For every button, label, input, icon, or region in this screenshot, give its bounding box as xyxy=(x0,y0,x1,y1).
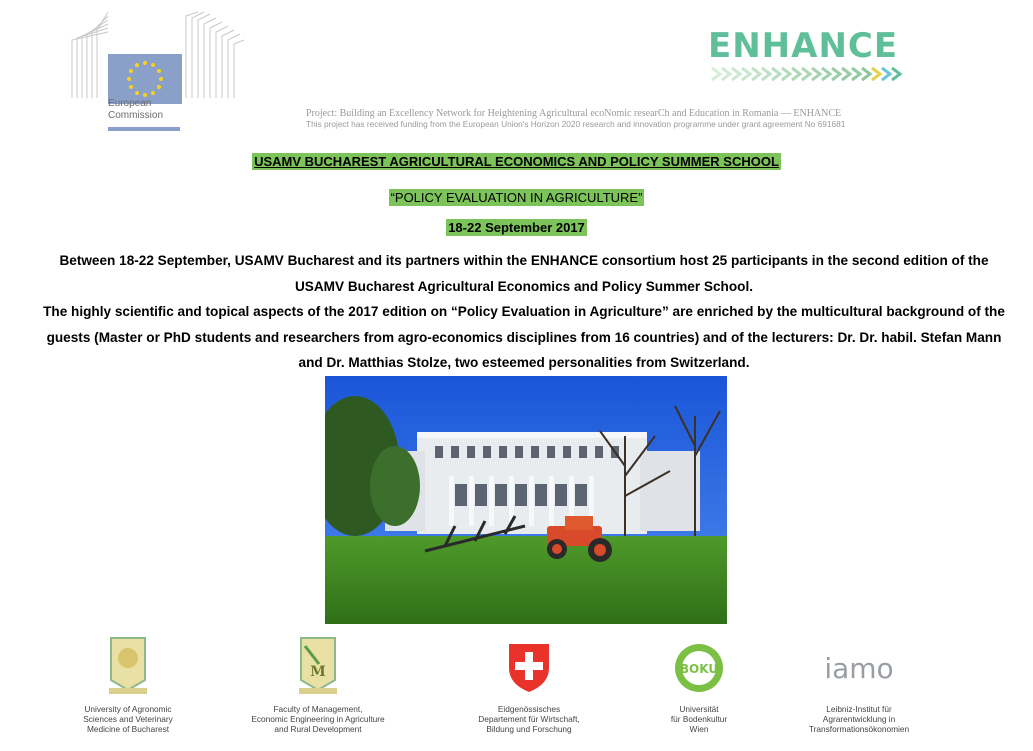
usamv-crest-icon xyxy=(107,634,149,696)
partner-faculty-line2: Economic Engineering in Agriculture xyxy=(251,714,385,724)
partner-swiss-line2: Departement für Wirtschaft, xyxy=(478,714,580,724)
eu-flag xyxy=(108,54,182,104)
campus-building-tractor-image xyxy=(325,376,727,624)
ec-logo-text xyxy=(108,98,163,122)
partner-faculty-line1: Faculty of Management, xyxy=(273,704,363,714)
partner-iamo-line3: Transformationsökonomien xyxy=(808,724,910,734)
partner-usamv xyxy=(62,634,194,734)
partner-swiss-department xyxy=(466,634,592,734)
ec-logo-line1: European xyxy=(108,98,152,109)
project-line-funding: This project has received funding from the European Union's Horizon 2020 research and innovation programme under grant agreement No 691681 xyxy=(306,119,846,129)
iamo-badge-text: iamo xyxy=(824,652,894,685)
european-commission-logo xyxy=(68,10,246,132)
ec-logo-underline xyxy=(108,127,180,131)
project-line-title: Project: Building an Excellency Network for Heightening Agricultural ecoNomic researCh and Education in Romania — ENHANCE xyxy=(306,108,842,119)
page-title-text: USAMV BUCHAREST AGRICULTURAL ECONOMICS AND POLICY SUMMER SCHOOL xyxy=(254,154,779,169)
partner-usamv-line2: Sciences and Veterinary xyxy=(83,714,173,724)
announcement-paragraph-2: The highly scientific and topical aspects of the 2017 edition on “Policy Evaluation in Agriculture” are enriched by the multicultural background of the guests (Master or PhD students and researchers from agro-economics disciplines from 16 countries) and of the lecturers: Dr. Dr. habil. Stefan Mann and Dr. Matthias Stolze, two esteemed personalities from Switzerland. xyxy=(43,304,1005,370)
partner-usamv-line3: Medicine of Bucharest xyxy=(86,724,170,734)
enhance-logo xyxy=(708,28,908,84)
partner-boku xyxy=(650,634,748,734)
partner-boku-line3: Wien xyxy=(689,724,709,734)
partner-faculty-management xyxy=(240,634,396,734)
event-date xyxy=(0,220,1033,235)
event-date-text: 18-22 September 2017 xyxy=(448,220,585,235)
partner-boku-line1: Universität xyxy=(679,704,719,714)
partner-iamo-line2: Agrarentwicklung in xyxy=(822,714,896,724)
partner-iamo-line1: Leibniz-Institut für xyxy=(826,704,892,714)
partner-boku-line2: für Bodenkultur xyxy=(670,714,728,724)
faculty-badge-text: M xyxy=(310,664,326,680)
faculty-management-crest-icon xyxy=(297,634,339,696)
event-subtitle xyxy=(0,190,1033,205)
project-description xyxy=(306,108,916,130)
boku-logo-icon xyxy=(671,634,727,696)
event-subtitle-text: “POLICY EVALUATION IN AGRICULTURE” xyxy=(390,190,643,205)
ec-logo-line2: Commission xyxy=(108,110,164,121)
partner-swiss-line3: Bildung und Forschung xyxy=(486,724,572,734)
partner-swiss-line1: Eidgenössisches xyxy=(497,704,561,714)
partner-usamv-line1: University of Agronomic xyxy=(84,704,172,714)
iamo-logo-icon xyxy=(809,634,909,696)
campus-photo xyxy=(325,376,727,624)
chevrons-icon xyxy=(708,66,908,82)
page-title xyxy=(0,154,1033,169)
boku-badge-text: BOKU xyxy=(679,662,719,676)
eu-stars-icon xyxy=(108,54,182,104)
partner-faculty-line3: and Rural Development xyxy=(274,724,362,734)
announcement-body xyxy=(40,248,1008,376)
announcement-paragraph-1: Between 18-22 September, USAMV Bucharest and its partners within the ENHANCE consortium host 25 participants in the second edition of the USAMV Bucharest Agricultural Economics and Policy Summer School. xyxy=(59,253,989,294)
enhance-logo-word: ENHANCE xyxy=(708,26,899,66)
partner-iamo xyxy=(794,634,924,734)
swiss-cross-shield-icon xyxy=(505,634,553,696)
